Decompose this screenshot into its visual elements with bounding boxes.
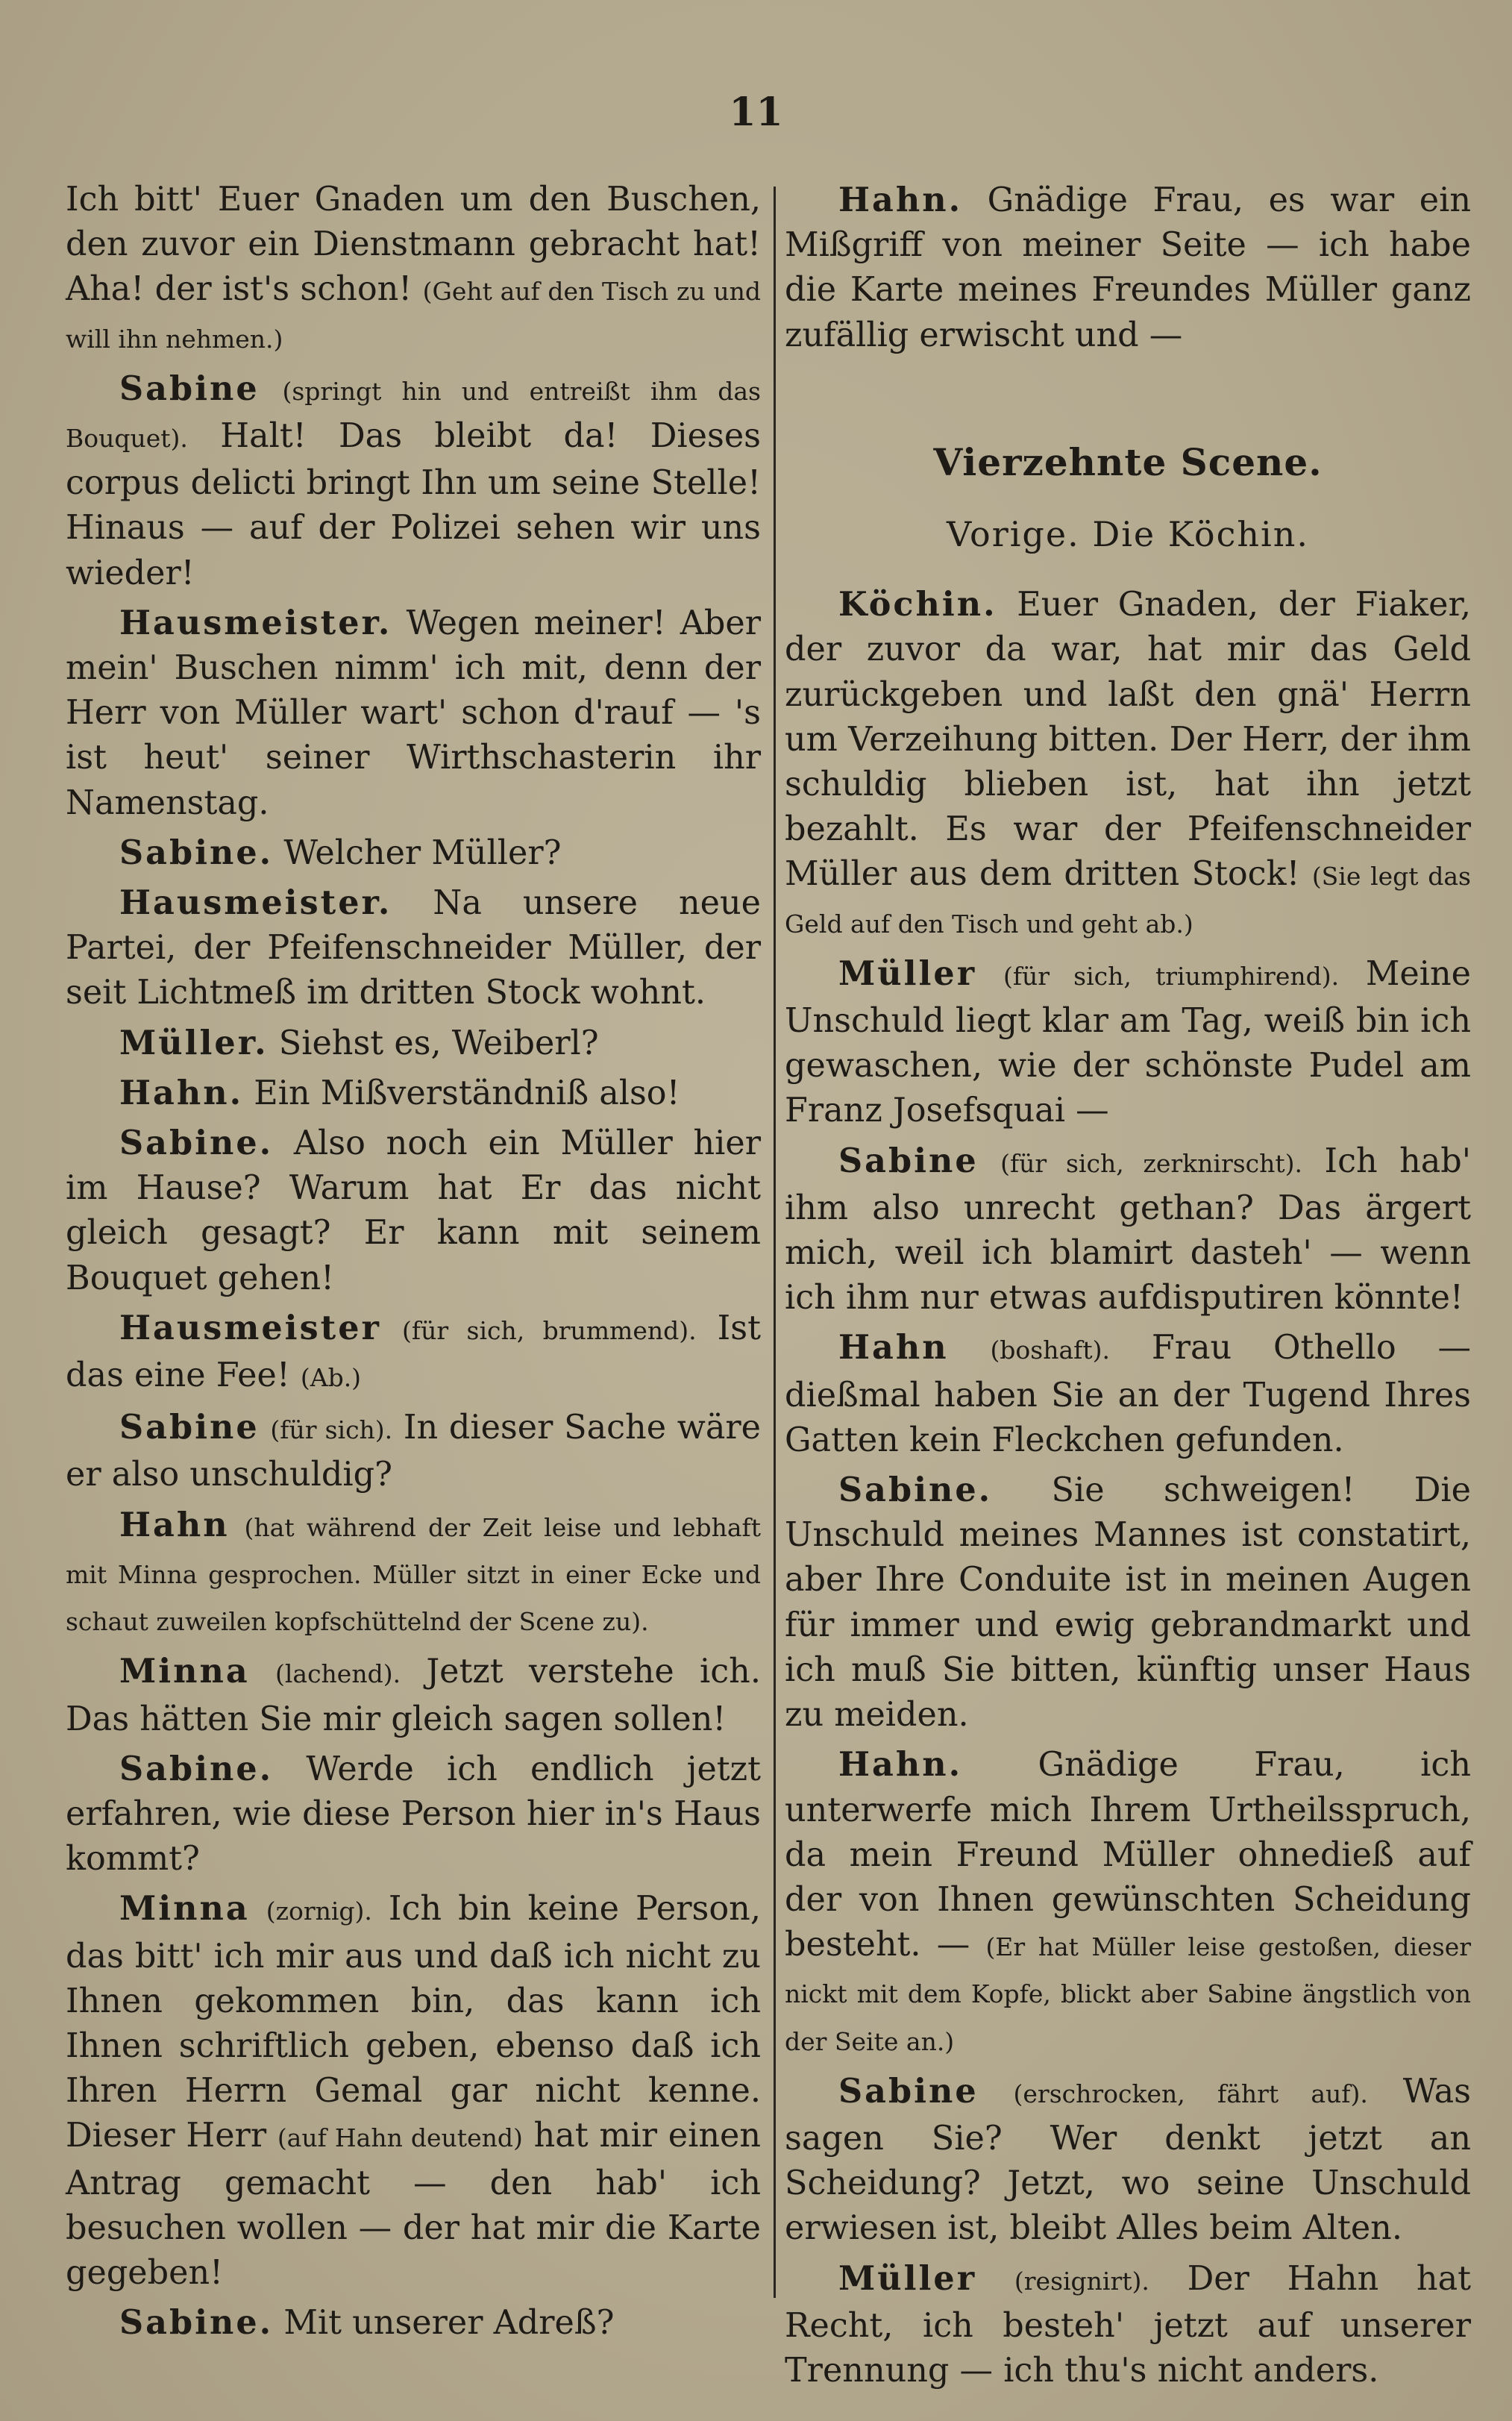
speaker-name: Sabine.: [119, 2303, 274, 2343]
speaker-name: Sabine: [119, 369, 260, 408]
speaker-name: Sabine.: [119, 833, 274, 872]
left-column: [66, 178, 761, 2350]
speaker-name: Hahn: [838, 1328, 949, 1368]
dialogue-text: hat mir einen Antrag gemacht — den hab' ich besuchen wollen — der hat mir die Karte gegeben!: [66, 2117, 761, 2292]
dialogue-text: Ich hab' ihm also unrecht gethan? Das ärgert mich, weil ich blamirt dasteh' — wenn ich ihm nur etwas aufdisputiren könnte!: [785, 1141, 1471, 1318]
dialogue-text: In dieser Sache wäre er also unschuldig?: [66, 1409, 761, 1494]
dialogue-paragraph: [66, 601, 761, 826]
dialogue-paragraph: [66, 1886, 761, 2296]
dialogue-text: Werde ich endlich jetzt erfahren, wie diese Person hier in's Haus kommt?: [66, 1750, 761, 1879]
scene-heading: Vierzehnte Scene.: [933, 439, 1323, 484]
dialogue-text: Halt! Das bleibt da! Dieses corpus delicti bringt Ihn um seine Stelle! Hinaus — auf der Polizei sehen wir uns wieder!: [66, 417, 761, 592]
stage-direction: (für sich).: [270, 1415, 393, 1445]
speaker-name: Sabine.: [119, 1749, 274, 1788]
speaker-name: Hahn.: [838, 181, 963, 219]
dialogue-text: Der Hahn hat Recht, ich besteh' jetzt auf unserer Trennung — ich thu's nicht anders.: [785, 2259, 1472, 2390]
dialogue-paragraph: [66, 1405, 761, 1497]
dialogue-text: Welcher Müller?: [283, 833, 562, 872]
dialogue-paragraph: [66, 1649, 761, 1741]
speaker-name: Köchin.: [838, 585, 997, 624]
stage-direction: (Geht auf den Tisch zu und will ihn nehmen.): [66, 277, 761, 354]
dialogue-paragraph: [785, 951, 1471, 1134]
dialogue-text: Ich bin keine Person, das bitt' ich mir aus und daß ich nicht zu Ihnen gekommen bin, das kann ich Ihnen schriftlich geben, ebenso daß ich Ihren Herrn Gemal gar nicht kenne. Dieser Herr: [66, 1890, 761, 2155]
dialogue-paragraph: [66, 830, 761, 876]
dialogue-text: Na unsere neue Partei, der Pfeifenschneider Müller, der seit Lichtmeß im dritten Stock wohnt.: [66, 884, 761, 1012]
dialogue-paragraph: [785, 2256, 1471, 2394]
speaker-name: Hausmeister.: [119, 603, 392, 642]
dialogue-paragraph: [66, 1021, 761, 1066]
column-divider: [774, 187, 776, 2298]
stage-direction: (Sie legt das Geld auf den Tisch und geht ab.): [785, 862, 1471, 939]
speaker-name: Hausmeister: [119, 1308, 381, 1347]
dialogue-paragraph: [785, 582, 1471, 947]
stage-direction: (für sich, brummend).: [402, 1315, 697, 1345]
dialogue-text: Was sagen Sie? Wer denkt jetzt an Scheidung? Jetzt, wo seine Unschuld erwiesen ist, bleibt Alles beim Alten.: [785, 2072, 1471, 2248]
stage-direction: (hat während der Zeit leise und lebhaft mit Minna gesprochen. Müller sitzt in einer Ecke und schaut zuweilen kopfschüttelnd der Scene zu).: [66, 1512, 762, 1637]
stage-direction: (lachend).: [275, 1659, 401, 1689]
dialogue-paragraph: [66, 2300, 761, 2346]
dialogue-paragraph: [66, 1747, 761, 1882]
speaker-name: Müller: [838, 2258, 977, 2298]
dialogue-paragraph: [785, 178, 1471, 358]
dialogue-text: Also noch ein Müller hier im Hause? Warum hat Er das nicht gleich gesagt? Er kann mit seinem Bouquet gehen!: [66, 1124, 761, 1297]
scene-subheading: Vorige. Die Köchin.: [947, 514, 1309, 555]
dialogue-text: Ich bitt' Euer Gnaden um den Buschen, den zuvor ein Dienstmann gebracht hat! Aha! der ist's schon!: [66, 181, 761, 309]
speaker-name: Minna: [119, 1889, 250, 1929]
dialogue-paragraph: [66, 178, 761, 362]
stage-direction: (springt hin und entreißt ihm das Bouquet).: [66, 376, 761, 454]
dialogue-paragraph: [785, 2069, 1471, 2252]
stage-direction: (Ab.): [300, 1363, 362, 1393]
right-column-top: [785, 178, 1471, 358]
speaker-name: Sabine: [119, 1408, 260, 1447]
dialogue-paragraph: [785, 1325, 1471, 1463]
dialogue-paragraph: [785, 1742, 1471, 2064]
dialogue-text: Ist das eine Fee!: [66, 1309, 761, 1395]
dialogue-text: Mit unserer Adreß?: [283, 2304, 615, 2343]
dialogue-text: Ein Mißverständniß also!: [254, 1074, 680, 1112]
dialogue-text: Siehst es, Weiberl?: [278, 1024, 599, 1062]
dialogue-paragraph: [66, 1121, 761, 1301]
speaker-name: Hahn.: [119, 1073, 244, 1112]
speaker-name: Hahn: [119, 1505, 230, 1544]
speaker-name: Hausmeister.: [119, 883, 392, 923]
dialogue-text: Wegen meiner! Aber mein' Buschen nimm' ich mit, denn der Herr von Müller wart' schon d'rauf — 's ist heut' seiner Wirthschasterin ihr Namenstag.: [66, 604, 761, 822]
dialogue-paragraph: [66, 1503, 761, 1645]
stage-direction: (zornig).: [266, 1897, 372, 1926]
speaker-name: Müller.: [119, 1023, 269, 1062]
speaker-name: Sabine.: [119, 1124, 274, 1163]
dialogue-text: Gnädige Frau, es war ein Mißgriff von meiner Seite — ich habe die Karte meines Freundes Müller ganz zufällig erwischt und —: [785, 181, 1471, 354]
stage-direction: (für sich, zerknirscht).: [1000, 1148, 1303, 1178]
speaker-name: Sabine.: [838, 1471, 993, 1510]
dialogue-text: Gnädige Frau, ich unterwerfe mich Ihrem Urtheilsspruch, da mein Freund Müller ohnedieß auf der von Ihnen gewünschten Scheidung besteht. —: [785, 1746, 1471, 1964]
stage-direction: (boshaft).: [990, 1335, 1111, 1365]
stage-direction: (erschrocken, fährt auf).: [1013, 2079, 1368, 2108]
dialogue-paragraph: [66, 880, 761, 1016]
dialogue-text: Meine Unschuld liegt klar am Tag, weiß bin ich gewaschen, wie der schönste Pudel am Franz Josefsquai —: [785, 954, 1471, 1130]
dialogue-paragraph: [66, 366, 761, 596]
dialogue-paragraph: [785, 1139, 1471, 1321]
speaker-name: Sabine: [838, 2071, 979, 2111]
right-column: [785, 178, 1471, 2398]
dialogue-text: Euer Gnaden, der Fiaker, der zuvor da war, hat mir das Geld zurückgeben und laßt den gnä' Herrn um Verzeihung bitten. Der Herr, der ihm schuldig blieben ist, hat ihn jetzt bezahlt. Es war der Pfeifenschneider Müller aus dem dritten Stock!: [785, 586, 1471, 894]
right-column-bottom: [785, 582, 1471, 2393]
page-number: 11: [729, 90, 783, 135]
dialogue-paragraph: [66, 1071, 761, 1116]
speaker-name: Sabine: [838, 1141, 979, 1180]
dialogue-text: Sie schweigen! Die Unschuld meines Mannes ist constatirt, aber Ihre Conduite ist in meinen Augen für immer und ewig gebrandmarkt und ich muß Sie bitten, künftig unser Haus zu meiden.: [785, 1471, 1471, 1735]
stage-direction: (resignirt).: [1014, 2266, 1149, 2296]
dialogue-paragraph: [785, 1468, 1471, 1738]
speaker-name: Hahn.: [838, 1745, 963, 1785]
dialogue-text: Jetzt verstehe ich. Das hätten Sie mir gleich sagen sollen!: [66, 1653, 761, 1738]
dialogue-text: Frau Othello — dießmal haben Sie an der Tugend Ihres Gatten kein Fleckchen gefunden.: [785, 1329, 1471, 1459]
speaker-name: Müller: [838, 953, 977, 993]
stage-direction: (Er hat Müller leise gestoßen, dieser nickt mit dem Kopfe, blickt aber Sabine ängstlich von der Seite an.): [785, 1932, 1471, 2056]
stage-direction: (für sich, triumphirend).: [1003, 961, 1340, 991]
dialogue-paragraph: [66, 1306, 761, 1400]
stage-direction: (auf Hahn deutend): [277, 2123, 523, 2153]
speaker-name: Minna: [119, 1652, 250, 1691]
